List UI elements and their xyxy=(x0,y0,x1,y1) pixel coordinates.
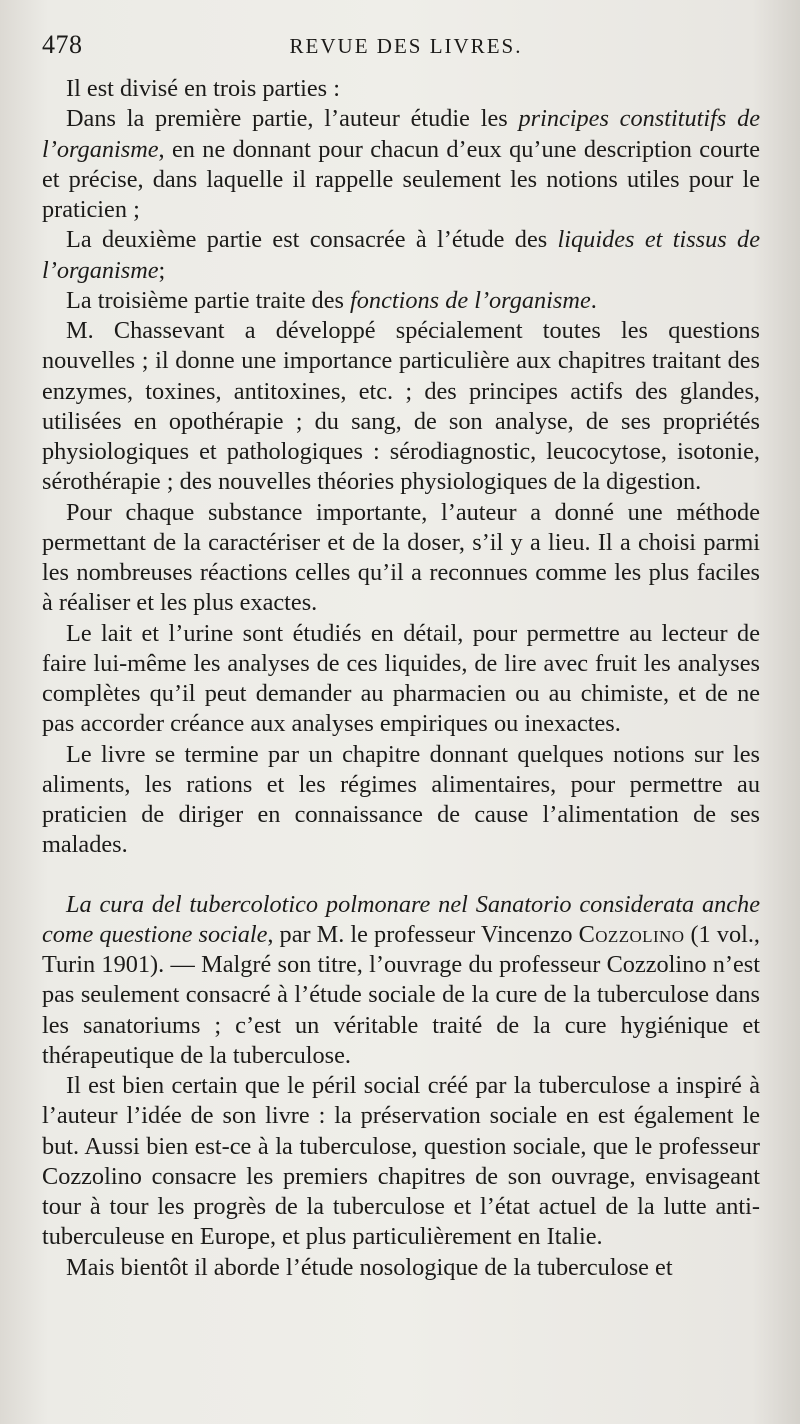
page-number: 478 xyxy=(42,30,83,59)
italic-phrase: fonctions de l’organisme xyxy=(350,286,591,314)
paragraph-part-one xyxy=(42,104,760,225)
paragraph-part-three xyxy=(42,286,760,316)
paragraph-nosologique: Mais bientôt il aborde l’étude nosologique de la tuberculose et xyxy=(66,1253,673,1281)
text-run: , en ne donnant pour chacun d’eux qu’une description courte et précise, dans laquelle il rappelle seulement les notions utiles pour le praticien ; xyxy=(42,135,760,223)
book-title: La cura del tubercolotico polmonare nel Sanatorio considerata anche come questione sociale xyxy=(42,890,760,948)
text-run: . xyxy=(590,286,597,314)
author-name: Cozzolino xyxy=(578,920,685,948)
text-run: La deuxième partie est consacrée à l’étude des xyxy=(66,226,558,254)
paragraph-review-cozzolino xyxy=(42,890,760,1072)
paragraph-substances: Pour chaque substance importante, l’auteur a donné une méthode permettant de la caractériser et de la doser, s’il y a lieu. Il a choisi parmi les nombreuses réactions celles qu’il a reconnues comme les plus faciles à réaliser et les plus exactes. xyxy=(42,498,760,617)
italic-phrase: principes constitutifs de l’organisme xyxy=(42,105,761,163)
paragraph-chassevant: M. Chassevant a développé spécialement toutes les questions nouvelles ; il donne une importance particulière aux chapitres traitant des enzymes, toxines, antitoxines, etc. ; des principes actifs des glandes, utilisées en opothérapie ; du sang, de son analyse, de ses propriétés physiologiques et pathologiques : sérodiagnostic, leucocytose, isotonie, sérothérapie ; des nouvelles théories physiologiques de la digestion. xyxy=(42,317,760,496)
paragraph-aliments: Le livre se termine par un chapitre donnant quelques notions sur les aliments, les rations et les régimes alimentaires, pour permettre au praticien de diriger en connaissance de cause l’alimentation de ses malades. xyxy=(42,740,760,859)
paragraph-intro: Il est divisé en trois parties : xyxy=(66,75,340,102)
text-run: (1 vol., Turin 1901). — Malgré son titre, l’ouvrage du professeur Cozzolino n’est pas seulement consacré à l’étude sociale de la cure de la tuberculose dans les sanatoriums ; c’est un véritable traité de la cure hygiénique et thérapeutique de la tuberculose. xyxy=(42,920,760,1069)
page-header xyxy=(42,30,760,66)
text-run: Dans la première partie, l’auteur étudie les xyxy=(66,105,519,133)
text-run: , par M. le professeur Vincenzo xyxy=(267,920,579,948)
italic-phrase: liquides et tissus de l’organisme xyxy=(42,226,760,284)
text-run: ; xyxy=(158,256,166,284)
paragraph-part-two xyxy=(42,225,760,286)
running-head: REVUE DES LIVRES. xyxy=(289,34,523,58)
paragraph-peril-social: Il est bien certain que le péril social créé par la tuberculose a inspiré à l’auteur l’idée de son livre : la préservation sociale en est également le but. Aussi bien est-ce à la tuberculose, question sociale, que le professeur Cozzolino consacre les premiers chapitres de son ouvrage, envisageant tour à tour les progrès de la tuberculose et l’état actuel de la lutte anti-tuberculeuse en Europe, et plus particulièrement en Italie. xyxy=(42,1072,760,1251)
text-run: La troisième partie traite des xyxy=(66,286,351,314)
page-body xyxy=(42,74,760,1283)
paragraph-lait-urine: Le lait et l’urine sont étudiés en détail, pour permettre au lecteur de faire lui-même les analyses de ces liquides, de lire avec fruit les analyses complètes qu’il peut demander au pharmacien ou au chimiste, et de ne pas accorder créance aux analyses empiriques ou inexactes. xyxy=(42,619,760,738)
